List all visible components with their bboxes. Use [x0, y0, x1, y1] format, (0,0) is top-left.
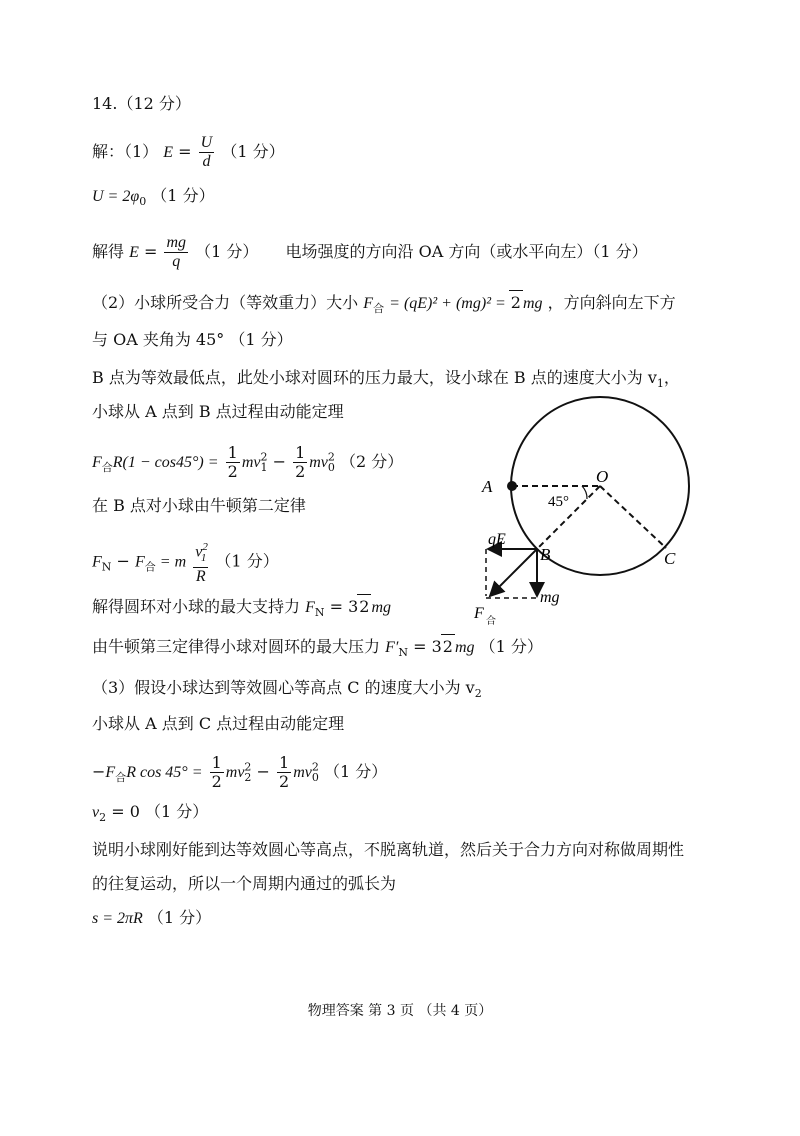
- part2-resultant-force: （2）小球所受合力（等效重力）大小 $F_合 = (qE)^2 + (mg)^2 = 2$ mg ，方向斜向左下方: [92, 290, 676, 321]
- label-A: A: [482, 477, 493, 496]
- part2-lowest-point-note: B 点为等效最低点，此处小球对圆环的压力最大，设小球在 B 点的速度大小为 $v_1$，: [92, 368, 680, 391]
- eq-energy-AB: $F_合R(1 - \cos 45^\circ)$ = $\frac{1}{2}$ $mv^2_1$ − $\frac{1}{2}$ $mv^2_0$ （2 分）: [92, 443, 404, 481]
- radius-OC: [600, 486, 666, 548]
- part3-energy-theorem-note: 小球从 A 点到 C 点过程由动能定理: [92, 714, 345, 733]
- eq-arc-length: s = 2πR （1 分）: [92, 908, 212, 927]
- page-footer: 物理答案 第 3 页 （共 4 页）: [307, 1003, 493, 1019]
- part2-angle-note: 与 OA 夹角为 45° （1 分）: [92, 330, 293, 349]
- part3-explanation-1: 说明小球刚好能到达等效圆心等高点，不脱离轨道，然后关于合力方向对称做周期性: [92, 840, 685, 859]
- eq-E-definition: 解：（1） E = $\frac{U}{d}$ （1 分）: [92, 134, 285, 170]
- angle-arc: [582, 486, 587, 499]
- eq-v2-zero: $v_2 = 0$ （1 分）: [92, 802, 209, 825]
- label-F: F: [474, 605, 484, 622]
- circle-force-diagram: [470, 390, 730, 640]
- eq-E-result: 解得 E = $\frac{mg}{q}$ （1 分） 电场强度的方向沿 OA 方向（或水平向左）（1 分）: [92, 234, 648, 270]
- eq-energy-AC: $-F_合R$ cos 45° = $\frac{1}{2}$ $mv^2_2$ − $\frac{1}{2}$ $mv^2_0$ （1 分）: [92, 753, 388, 791]
- label-C: C: [664, 549, 676, 568]
- label-qE: qE: [488, 531, 506, 548]
- part2-max-support: 解得圆环对小球的最大支持力 $F_N = 32$ mg: [92, 594, 391, 625]
- ball-at-A: [507, 481, 517, 491]
- part3-assumption: （3）假设小球达到等效圆心等高点 C 的速度大小为 $v_2$: [92, 678, 482, 701]
- label-mg: mg: [540, 589, 560, 606]
- label-O: O: [596, 467, 609, 486]
- label-angle: 45°: [548, 494, 569, 510]
- part2-newton-note: 在 B 点对小球由牛顿第二定律: [92, 496, 306, 515]
- part2-max-pressure: 由牛顿第三定律得小球对圆环的最大压力 $F'_N = 32$ mg （1 分）: [92, 634, 543, 665]
- eq-newton-second: $F_N - F_合 = m$ $\frac{v^2_1}{R}$ （1 分）: [92, 538, 279, 586]
- eq-U-potential: $U = 2\varphi_0$ （1 分）: [92, 186, 215, 209]
- label-B: B: [540, 545, 551, 564]
- problem-header: 14.（12 分）: [92, 94, 191, 113]
- part2-energy-theorem-note: 小球从 A 点到 B 点过程由动能定理: [92, 402, 344, 421]
- label-he: 合: [486, 616, 496, 627]
- part3-explanation-2: 的往复运动，所以一个周期内通过的弧长为: [92, 874, 397, 893]
- resultant-force-vector: [490, 549, 537, 596]
